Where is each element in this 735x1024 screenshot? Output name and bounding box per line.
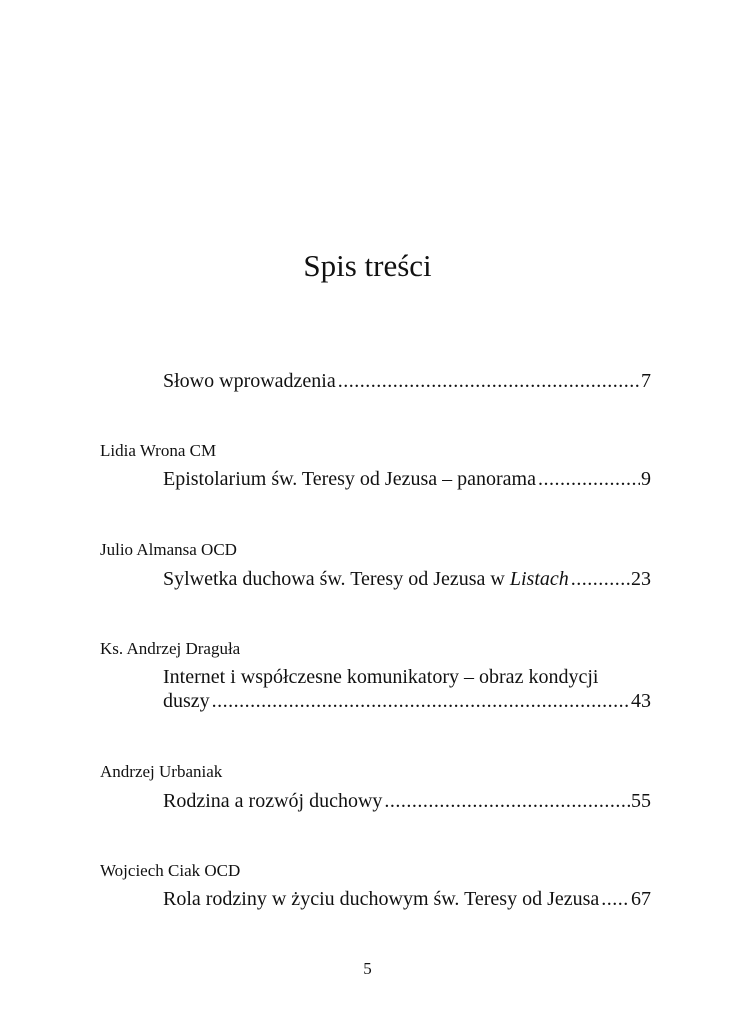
toc-page-number: 67 <box>631 888 651 910</box>
toc-author: Wojciech Ciak OCD <box>100 861 241 880</box>
dot-leader <box>338 368 640 394</box>
dot-leader <box>212 688 630 714</box>
toc-entry-intro <box>163 368 651 394</box>
dot-leader <box>384 788 630 814</box>
toc-entry-title <box>163 566 569 592</box>
dot-leader <box>571 566 630 592</box>
toc-entry <box>163 788 651 814</box>
toc-page-number: 9 <box>641 468 651 490</box>
toc-entry <box>163 566 651 592</box>
toc-page-number: 55 <box>631 790 651 812</box>
toc-page-number: 23 <box>631 568 651 590</box>
toc-entry-title-line: Internet i współczesne komunikatory – obraz kondycji <box>163 666 599 688</box>
toc-entry-title: duszy <box>163 690 210 712</box>
toc-entry-title: Epistolarium św. Teresy od Jezusa – panorama <box>163 468 536 490</box>
page-number-folio: 5 <box>363 959 372 978</box>
toc-entry-title-text: Sylwetka duchowa św. Teresy od Jezusa w <box>163 568 510 590</box>
toc-author: Julio Almansa OCD <box>100 540 237 559</box>
dot-leader <box>601 886 630 912</box>
page-title: Spis treści <box>303 248 432 283</box>
toc-entry <box>163 466 651 492</box>
toc-entry-title-italic: Listach <box>509 568 569 590</box>
toc-entry-title: Słowo wprowadzenia <box>163 370 336 392</box>
dot-leader <box>538 466 640 492</box>
toc-page-number: 43 <box>631 690 651 712</box>
toc-author: Andrzej Urbaniak <box>100 762 223 781</box>
toc-page-number: 7 <box>641 370 651 392</box>
toc-entry-title: Rola rodziny w życiu duchowym św. Teresy od Jezusa <box>163 888 600 910</box>
toc-author: Ks. Andrzej Draguła <box>100 639 241 658</box>
toc-entry <box>163 886 651 912</box>
toc-author: Lidia Wrona CM <box>100 441 217 460</box>
toc-entry-title: Rodzina a rozwój duchowy <box>163 790 383 812</box>
toc-entry <box>163 688 651 714</box>
